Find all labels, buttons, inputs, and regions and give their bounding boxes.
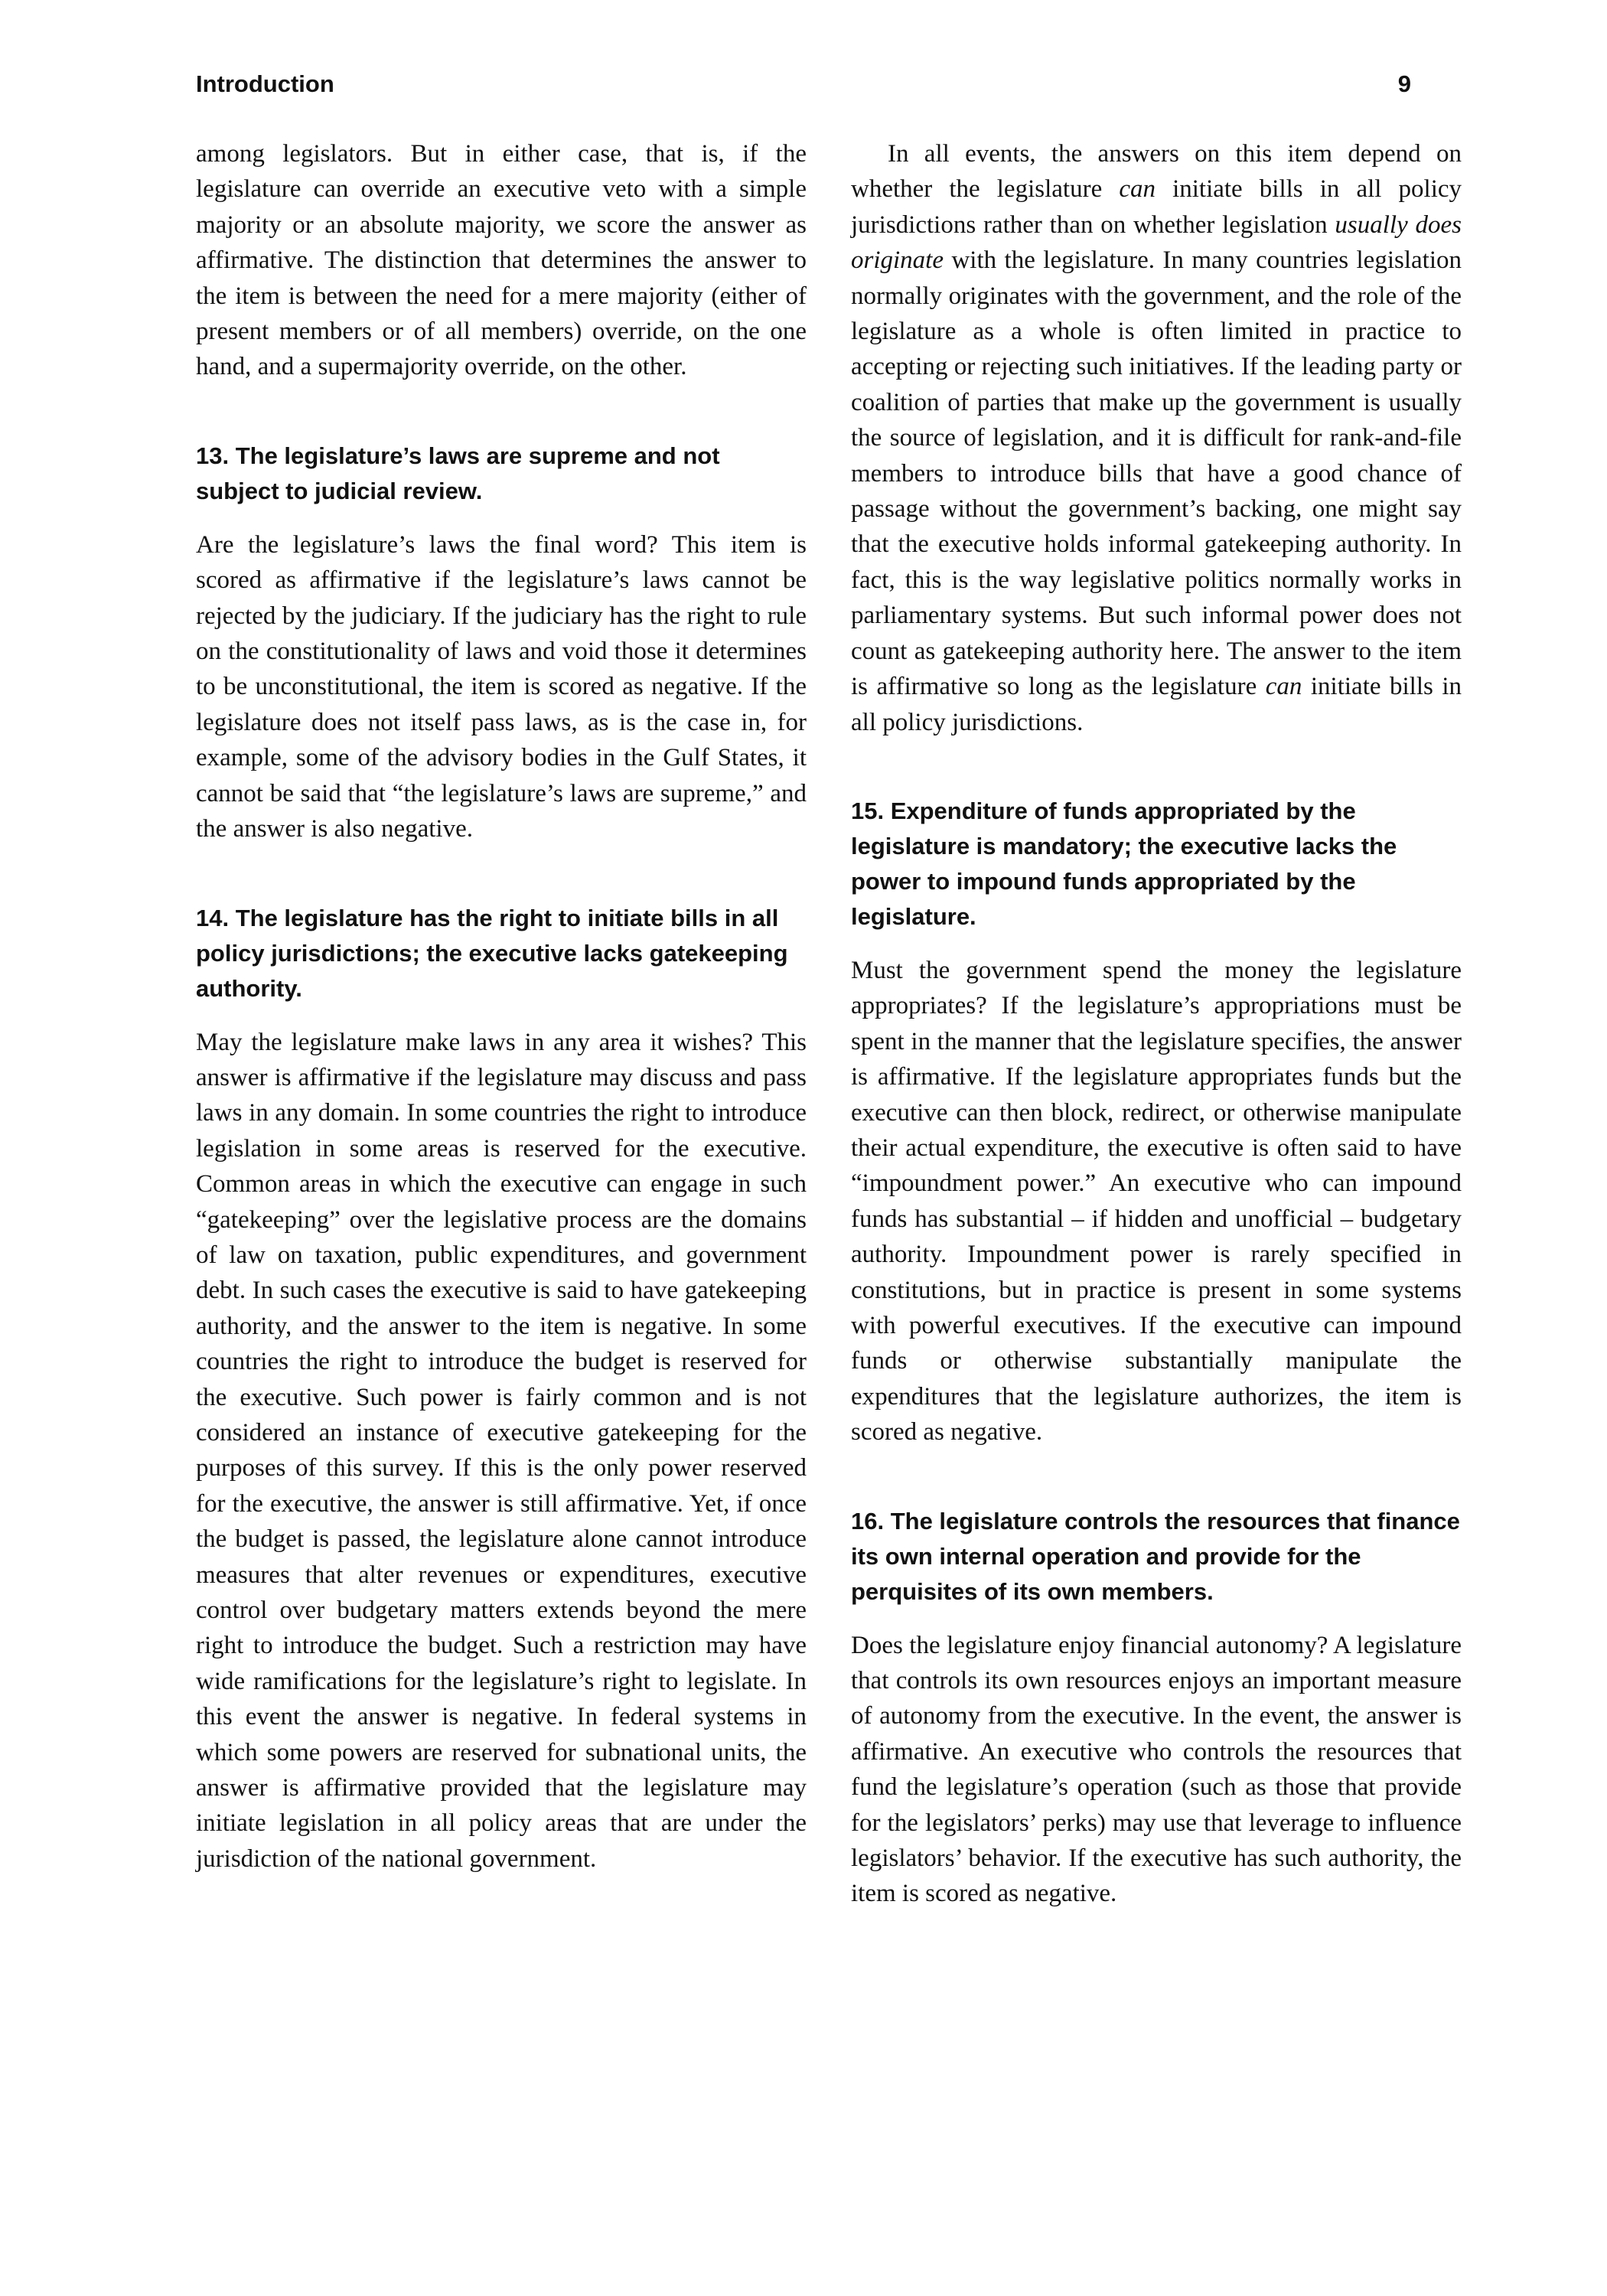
page-number: 9 bbox=[1397, 70, 1411, 97]
item-15-heading: 15. Expenditure of funds appropriated by the legislature is mandatory; the executive lacks the power to impound funds appropriated by the legislature. bbox=[851, 797, 1397, 930]
item-13-body: Are the legislature’s laws the final word? This item is scored as affirmative if the legislature’s laws cannot be rejected by the judiciary. If the judiciary has the right to rule on the constitutionality of laws and void those it determines to be unconstitutional, the item is scored as negative. If the legislature does not itself pass laws, as is the case in, for example, some of the advisory bodies in the Gulf States, it cannot be said that “the legislature’s laws are supreme,” and the answer is also negative. bbox=[196, 530, 807, 843]
item-16-heading: 16. The legislature controls the resources that finance its own internal operation and provide for the perquisites of its own members. bbox=[851, 1507, 1460, 1605]
emphasis-usually-does-originate: usually does originate bbox=[851, 210, 1462, 275]
item-16-body: Does the legislature enjoy financial autonomy? A legislature that controls its own resources enjoys an important measure of autonomy from the executive. In the event, the answer is affirmative. An executive who controls the resources that fund the legislature’s operation (such as those that provide for the legislators’ perks) may use that leverage to influence legislators’ behavior. If the executive has such authority, the item is scored as negative. bbox=[851, 1631, 1462, 1908]
item-14-body: May the legislature make laws in any area it wishes? This answer is affirmative if the legislature may discuss and pass laws in any domain. In some countries the right to introduce legislation in some areas is reserved for the executive. Common areas in which the executive can engage in such “gatekeeping” over the legislative process are the domains of law on taxation, public expenditures, and government debt. In such cases the executive is said to have gatekeeping authority, and the answer to the item is negative. In some countries the right to introduce the budget is reserved for the executive. Such power is fairly common and is not considered an instance of executive gatekeeping for the purposes of this survey. If this is the only power reserved for the executive, the answer is still affirmative. Yet, if once the budget is passed, the legislature alone cannot introduce measures that alter revenues or expenditures, executive control over budgetary matters extends beyond the mere right to introduce the budget. Such a restriction may have wide ramifications for the legislature’s right to legislate. In this event the answer is negative. In federal systems in which some powers are reserved for subnational units, the answer is affirmative provided that the legislature may initiate legislation in all policy areas that are under the jurisdiction of the national government. bbox=[196, 1028, 807, 1873]
emphasis-can-2: can bbox=[1265, 673, 1302, 701]
item-13-heading: 13. The legislature’s laws are supreme and not subject to judicial review. bbox=[196, 442, 720, 504]
item-14-cont-text-1: In all events, the answers on this item depend on whether the legislature bbox=[851, 140, 1462, 204]
item-14-cont-text-3: with the legislature. In many countries legislation normally originates with the government, and the role of the legislature as a whole is often limited in practice to accepting or rejecting such initiatives. If the leading party or coalition of parties that make up the government is usually the source of legislation, and it is difficult for rank-and-file members to introduce bills that have a good chance of passage without the government’s backing, one might say that the executive holds informal gatekeeping authority. In fact, this is the way legislative politics normally works in parliamentary systems. But such informal power does not count as gatekeeping authority here. The answer to the item is affirmative so long as the legislature bbox=[851, 246, 1462, 701]
item-14-heading: 14. The legislature has the right to initiate bills in all policy jurisdictions; the executive lacks gatekeeping authority. bbox=[196, 904, 788, 1002]
left-column bbox=[196, 136, 807, 1877]
item-15-body: Must the government spend the money the legislature appropriates? If the legislature’s appropriations must be spent in the manner that the legislature specifies, the answer is affirmative. If the legislature appropriates funds but the executive can then block, redirect, or otherwise manipulate their actual expenditure, the executive is often said to have “impoundment power.” An executive who can impound funds has substantial – if hidden and unofficial – budgetary authority. Impoundment power is rarely specified in constitutions, but in practice is present in some systems with powerful executives. If the executive can impound funds or otherwise substantially manipulate the expenditures that the legislature authorizes, the item is scored as negative. bbox=[851, 956, 1462, 1446]
item-14-cont-text-4: initiate bills in all policy jurisdictions. bbox=[851, 673, 1462, 736]
running-header bbox=[196, 70, 1411, 104]
paragraph-continued: among legislators. But in either case, that is, if the legislature can override an executive veto with a simple majority or an absolute majority, we score the answer as affirmative. The distinction that determines the answer to the item is between the need for a mere majority (either of present members or of all members) override, on the one hand, and a supermajority override, on the other. bbox=[196, 140, 807, 381]
item-14-continuation bbox=[851, 136, 1462, 740]
right-column bbox=[851, 136, 1462, 1912]
running-head-title: Introduction bbox=[196, 70, 334, 97]
emphasis-can-1: can bbox=[1119, 175, 1156, 204]
item-14-cont-text-2: initiate bills in all policy jurisdictions rather than on whether legislation bbox=[851, 175, 1462, 239]
